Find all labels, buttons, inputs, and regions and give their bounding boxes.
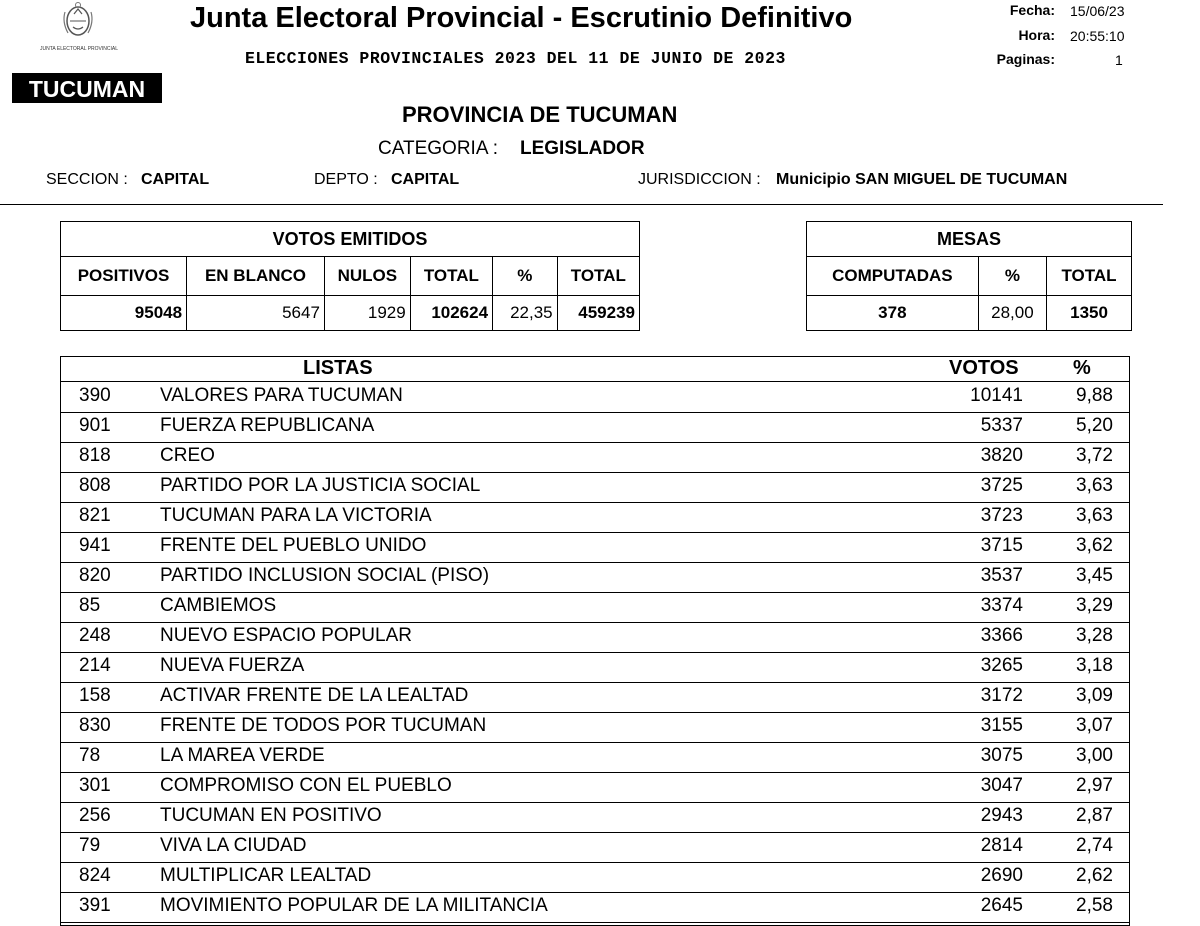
list-name: FUERZA REPUBLICANA xyxy=(160,415,375,436)
list-name: MULTIPLICAR LEALTAD xyxy=(160,865,372,886)
table-row xyxy=(61,802,1129,833)
header-pct: % xyxy=(1073,357,1091,379)
listas-header xyxy=(61,357,1129,382)
list-code: 901 xyxy=(79,415,111,436)
jurisdiccion-label: JURISDICCION : xyxy=(638,171,761,188)
list-votes: 2943 xyxy=(980,805,1023,826)
list-name: FRENTE DE TODOS POR TUCUMAN xyxy=(160,715,487,736)
list-votes: 3047 xyxy=(980,775,1023,796)
list-name: LA MAREA VERDE xyxy=(160,745,325,766)
list-votes: 10141 xyxy=(970,385,1023,406)
listas-table xyxy=(60,356,1130,926)
list-pct: 3,09 xyxy=(1076,685,1113,706)
list-votes: 3265 xyxy=(980,655,1023,676)
list-votes: 5337 xyxy=(980,415,1023,436)
list-name: ACTIVAR FRENTE DE LA LEALTAD xyxy=(160,685,469,706)
list-pct: 2,58 xyxy=(1076,895,1113,916)
list-votes: 3715 xyxy=(980,535,1023,556)
list-votes: 3723 xyxy=(980,505,1023,526)
table-row xyxy=(61,442,1129,473)
hora-value: 20:55:10 xyxy=(1070,28,1125,44)
fecha-value: 15/06/23 xyxy=(1070,3,1125,19)
list-pct: 2,97 xyxy=(1076,775,1113,796)
fecha-label: Fecha: xyxy=(1009,2,1055,18)
page-title: Junta Electoral Provincial - Escrutinio Definitivo xyxy=(190,2,853,34)
val-mesas-pct: 28,00 xyxy=(978,296,1046,331)
list-code: 214 xyxy=(79,655,111,676)
col-en-blanco: EN BLANCO xyxy=(187,257,325,296)
list-code: 824 xyxy=(79,865,111,886)
list-name: PARTIDO INCLUSION SOCIAL (PISO) xyxy=(160,565,490,586)
table-row xyxy=(61,832,1129,863)
col-computadas: COMPUTADAS xyxy=(807,257,979,296)
list-name: CAMBIEMOS xyxy=(160,595,277,616)
val-total: 102624 xyxy=(410,296,492,331)
val-pct: 22,35 xyxy=(493,296,558,331)
hora-label: Hora: xyxy=(1018,27,1055,43)
list-pct: 3,63 xyxy=(1076,475,1113,496)
list-pct: 9,88 xyxy=(1076,385,1113,406)
coat-of-arms-icon xyxy=(58,0,98,40)
list-code: 830 xyxy=(79,715,111,736)
list-pct: 3,29 xyxy=(1076,595,1113,616)
col-nulos: NULOS xyxy=(324,257,410,296)
org-name: JUNTA ELECTORAL PROVINCIAL xyxy=(40,46,118,52)
table-row xyxy=(61,412,1129,443)
table-row xyxy=(61,382,1129,413)
list-name: PARTIDO POR LA JUSTICIA SOCIAL xyxy=(160,475,481,496)
col-total: TOTAL xyxy=(410,257,492,296)
list-code: 820 xyxy=(79,565,111,586)
list-pct: 5,20 xyxy=(1076,415,1113,436)
paginas-value: 1 xyxy=(1115,52,1123,68)
col-total-electores: TOTAL xyxy=(557,257,639,296)
list-votes: 3374 xyxy=(980,595,1023,616)
list-name: TUCUMAN EN POSITIVO xyxy=(160,805,382,826)
province-title: PROVINCIA DE TUCUMAN xyxy=(402,102,678,127)
list-votes: 3366 xyxy=(980,625,1023,646)
val-total-electores: 459239 xyxy=(557,296,639,331)
table-row xyxy=(61,862,1129,893)
list-pct: 3,18 xyxy=(1076,655,1113,676)
list-pct: 3,07 xyxy=(1076,715,1113,736)
table-row xyxy=(61,502,1129,533)
list-pct: 2,62 xyxy=(1076,865,1113,886)
val-positivos: 95048 xyxy=(61,296,187,331)
list-code: 821 xyxy=(79,505,111,526)
list-code: 390 xyxy=(79,385,111,406)
table-row xyxy=(61,532,1129,563)
list-votes: 2645 xyxy=(980,895,1023,916)
list-name: NUEVO ESPACIO POPULAR xyxy=(160,625,412,646)
table-row xyxy=(61,562,1129,593)
paginas-label: Paginas: xyxy=(996,51,1055,67)
list-votes: 3537 xyxy=(980,565,1023,586)
list-pct: 3,45 xyxy=(1076,565,1113,586)
page-subtitle: ELECCIONES PROVINCIALES 2023 DEL 11 DE JUNIO DE 2023 xyxy=(245,49,786,68)
list-name: COMPROMISO CON EL PUEBLO xyxy=(160,775,452,796)
depto-value: CAPITAL xyxy=(391,171,460,188)
list-pct: 3,28 xyxy=(1076,625,1113,646)
val-en-blanco: 5647 xyxy=(187,296,325,331)
mesas-title: MESAS xyxy=(807,222,1132,257)
list-code: 85 xyxy=(79,595,101,616)
categoria-label: CATEGORIA : xyxy=(378,138,499,159)
list-votes: 2690 xyxy=(980,865,1023,886)
list-code: 301 xyxy=(79,775,111,796)
list-pct: 3,63 xyxy=(1076,505,1113,526)
table-row xyxy=(61,622,1129,653)
val-mesas-total: 1350 xyxy=(1047,296,1132,331)
categoria-value: LEGISLADOR xyxy=(520,138,645,159)
list-votes: 3820 xyxy=(980,445,1023,466)
list-votes: 2814 xyxy=(980,835,1023,856)
col-pct: % xyxy=(493,257,558,296)
table-row xyxy=(61,682,1129,713)
province-label: TUCUMAN xyxy=(12,73,162,103)
table-row xyxy=(61,472,1129,503)
list-pct: 2,87 xyxy=(1076,805,1113,826)
list-name: TUCUMAN PARA LA VICTORIA xyxy=(160,505,432,526)
list-name: VALORES PARA TUCUMAN xyxy=(160,385,403,406)
depto-label: DEPTO : xyxy=(314,171,378,188)
list-name: VIVA LA CIUDAD xyxy=(160,835,307,856)
header-divider xyxy=(0,204,1163,205)
votos-title: VOTOS EMITIDOS xyxy=(61,222,640,257)
table-row xyxy=(61,652,1129,683)
list-votes: 3172 xyxy=(980,685,1023,706)
list-votes: 3155 xyxy=(980,715,1023,736)
col-positivos: POSITIVOS xyxy=(61,257,187,296)
col-mesas-total: TOTAL xyxy=(1047,257,1132,296)
votos-emitidos-table xyxy=(60,221,640,331)
list-name: FRENTE DEL PUEBLO UNIDO xyxy=(160,535,427,556)
val-nulos: 1929 xyxy=(324,296,410,331)
list-code: 818 xyxy=(79,445,111,466)
list-code: 158 xyxy=(79,685,111,706)
mesas-table xyxy=(806,221,1132,331)
list-name: MOVIMIENTO POPULAR DE LA MILITANCIA xyxy=(160,895,548,916)
col-mesas-pct: % xyxy=(978,257,1046,296)
list-code: 248 xyxy=(79,625,111,646)
list-code: 391 xyxy=(79,895,111,916)
list-code: 256 xyxy=(79,805,111,826)
list-code: 79 xyxy=(79,835,101,856)
seccion-value: CAPITAL xyxy=(141,171,210,188)
list-name: CREO xyxy=(160,445,215,466)
list-votes: 3075 xyxy=(980,745,1023,766)
table-row xyxy=(61,892,1129,923)
val-computadas: 378 xyxy=(807,296,979,331)
table-row xyxy=(61,742,1129,773)
header-votos: VOTOS xyxy=(949,357,1019,379)
list-code: 941 xyxy=(79,535,111,556)
seccion-label: SECCION : xyxy=(46,171,128,188)
list-votes: 3725 xyxy=(980,475,1023,496)
table-row xyxy=(61,712,1129,743)
list-code: 78 xyxy=(79,745,101,766)
table-row xyxy=(61,592,1129,623)
jurisdiccion-value: Municipio SAN MIGUEL DE TUCUMAN xyxy=(776,171,1068,188)
list-code: 808 xyxy=(79,475,111,496)
list-pct: 2,74 xyxy=(1076,835,1113,856)
header-listas: LISTAS xyxy=(303,357,373,379)
list-pct: 3,62 xyxy=(1076,535,1113,556)
table-row xyxy=(61,772,1129,803)
list-pct: 3,72 xyxy=(1076,445,1113,466)
list-name: NUEVA FUERZA xyxy=(160,655,305,676)
list-pct: 3,00 xyxy=(1076,745,1113,766)
